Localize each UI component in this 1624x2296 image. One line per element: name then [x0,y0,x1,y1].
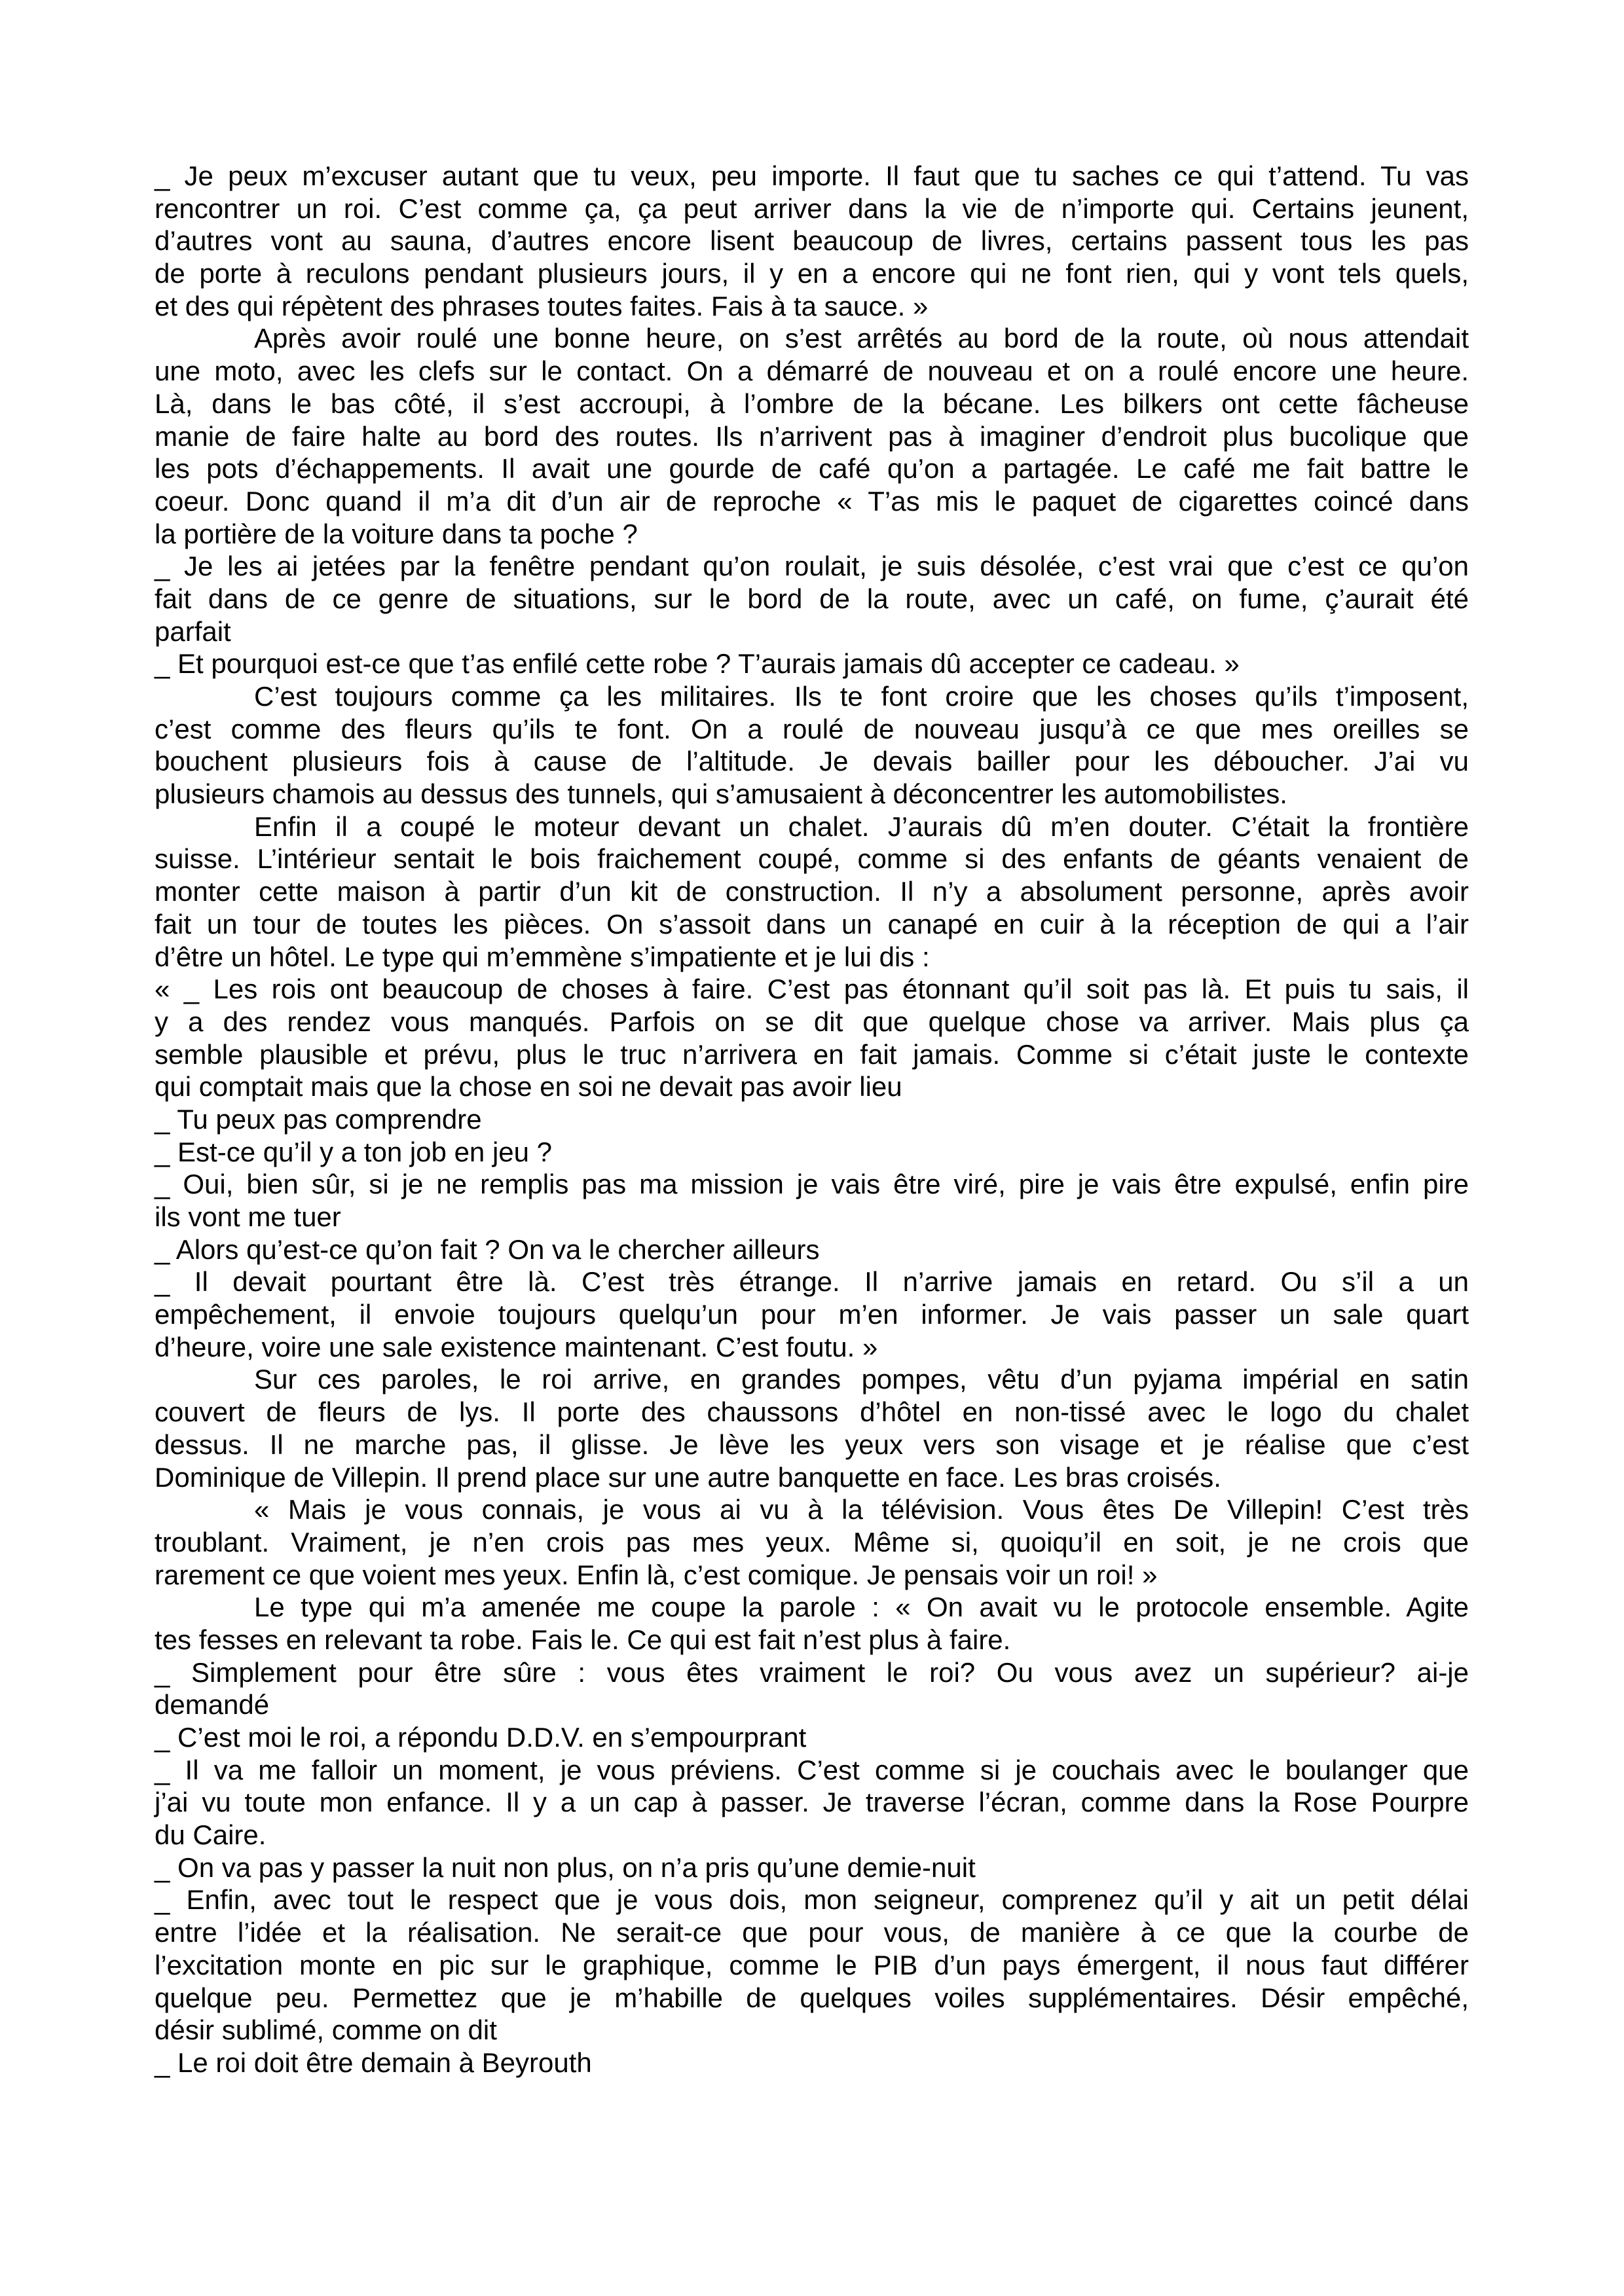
paragraph-first-line: Après avoir roulé une bonne heure, on s’est arrêtés au bord de la route, où nous attendait [254,323,1469,354]
text-line: _ On va pas y passer la nuit non plus, on n’a pris qu’une demie-nuit [155,1851,976,1883]
text-line: de porte à reculons pendant plusieurs jours, il y en a encore qui ne font rien, qui y vont tels quels, [155,258,1469,289]
text-line: couvert de fleurs de lys. Il porte des chaussons d’hôtel en non-tissé avec le logo du chalet [155,1396,1469,1428]
text-line: _ Enfin, avec tout le respect que je vous dois, mon seigneur, comprenez qu’il y ait un petit délai [155,1884,1469,1916]
text-line: Dominique de Villepin. Il prend place sur une autre banquette en face. Les bras croisés. [155,1461,1221,1493]
text-line: _ Tu peux pas comprendre [155,1103,482,1135]
text-line: du Caire. [155,1819,267,1851]
text-line: coeur. Donc quand il m’a dit d’un air de reproche « T’as mis le paquet de cigarettes coincé dans [155,485,1469,517]
text-line: _ Simplement pour être sûre : vous êtes vraiment le roi? Ou vous avez un supérieur? ai-je [155,1656,1469,1688]
document-page [155,160,1469,2079]
text-line: plusieurs chamois au dessus des tunnels, qui s’amusaient à déconcentrer les automobilistes. [155,778,1287,810]
text-line: _ Le roi doit être demain à Beyrouth [155,2047,592,2078]
text-line: _ Je peux m’excuser autant que tu veux, peu importe. Il faut que tu saches ce qui t’attend. Tu vas [155,160,1469,191]
text-line: rencontrer un roi. C’est comme ça, ça peut arriver dans la vie de n’importe qui. Certains jeunent, [155,192,1469,224]
text-line: entre l’idée et la réalisation. Ne serait-ce que pour vous, de manière à ce que la courbe de [155,1917,1469,1948]
text-line: j’ai vu toute mon enfance. Il y a un cap à passer. Je traverse l’écran, comme dans la Rose Pourpre [155,1787,1469,1818]
text-line: quelque peu. Permettez que je m’habille de quelques voiles supplémentaires. Désir empêché, [155,1982,1469,2013]
text-line: les pots d’échappements. Il avait une gourde de café qu’on a partagée. Le café me fait battre le [155,453,1469,484]
text-line: _ Oui, bien sûr, si je ne remplis pas ma mission je vais être viré, pire je vais être expulsé, enfin pire [155,1169,1469,1200]
text-line: Là, dans le bas côté, il s’est accroupi, à l’ombre de la bécane. Les bilkers ont cette fâcheuse [155,388,1469,419]
text-line: la portière de la voiture dans ta poche ? [155,518,638,549]
text-line: c’est comme des fleurs qu’ils te font. On a roulé de nouveau jusqu’à ce que mes oreilles se [155,713,1469,744]
text-line: _ Et pourquoi est-ce que t’as enfilé cette robe ? T’aurais jamais dû accepter ce cadeau. » [155,648,1240,680]
text-line: _ Alors qu’est-ce qu’on fait ? On va le chercher ailleurs [155,1233,820,1265]
text-line: « _ Les rois ont beaucoup de choses à faire. C’est pas étonnant qu’il soit pas là. Et puis tu sais, il [155,974,1469,1005]
text-line: suisse. L’intérieur sentait le bois fraichement coupé, comme si des enfants de géants venaient de [155,843,1469,875]
text-line: _ C’est moi le roi, a répondu D.D.V. en s’empourprant [155,1722,807,1753]
text-line: et des qui répètent des phrases toutes faites. Fais à ta sauce. » [155,290,929,321]
body-text [155,160,1469,2079]
text-line: _ Est-ce qu’il y a ton job en jeu ? [155,1136,553,1167]
text-line: parfait [155,615,231,647]
text-line: une moto, avec les clefs sur le contact. On a démarré de nouveau et on a roulé encore une heure. [155,355,1469,387]
paragraph-first-line: C’est toujours comme ça les militaires. Ils te font croire que les choses qu’ils t’imposent, [254,681,1469,712]
text-line: _ Je les ai jetées par la fenêtre pendant qu’on roulait, je suis désolée, c’est vrai que c’est ce qu’on [155,551,1469,582]
text-line: l’excitation monte en pic sur le graphique, comme le PIB d’un pays émergent, il nous faut différer [155,1949,1469,1980]
text-line: _ Il devait pourtant être là. C’est très étrange. Il n’arrive jamais en retard. Ou s’il a un [155,1266,1469,1298]
text-line: demandé [155,1689,270,1721]
text-line: ils vont me tuer [155,1201,341,1232]
paragraph-first-line: Enfin il a coupé le moteur devant un chalet. J’aurais dû m’en douter. C’était la frontière [254,811,1469,842]
paragraph-first-line: Le type qui m’a amenée me coupe la parole : « On avait vu le protocole ensemble. Agite [254,1592,1469,1623]
paragraph-first-line: « Mais je vous connais, je vous ai vu à la télévision. Vous êtes De Villepin! C’est très [254,1494,1469,1525]
text-line: dessus. Il ne marche pas, il glisse. Je lève les yeux vers son visage et je réalise que c’est [155,1429,1469,1460]
text-line: fait dans de ce genre de situations, sur le bord de la route, avec un café, on fume, ç’aurait été [155,583,1469,614]
text-line: qui comptait mais que la chose en soi ne devait pas avoir lieu [155,1071,902,1102]
text-line: monter cette maison à partir d’un kit de construction. Il n’y a absolument personne, après avoir [155,876,1469,907]
text-line: bouchent plusieurs fois à cause de l’altitude. Je devais bailler pour les déboucher. J’ai vu [155,746,1469,777]
text-line: désir sublimé, comme on dit [155,2014,497,2046]
text-line: manie de faire halte au bord des routes. Ils n’arrivent pas à imaginer d’endroit plus bucolique que [155,420,1469,452]
paragraph-first-line: Sur ces paroles, le roi arrive, en grandes pompes, vêtu d’un pyjama impérial en satin [254,1364,1469,1395]
text-line: d’autres vont au sauna, d’autres encore lisent beaucoup de livres, certains passent tous les pas [155,225,1469,257]
text-line: d’heure, voire une sale existence maintenant. C’est foutu. » [155,1331,878,1362]
text-line: tes fesses en relevant ta robe. Fais le. Ce qui est fait n’est plus à faire. [155,1624,1011,1655]
text-line: empêchement, il envoie toujours quelqu’un pour m’en informer. Je vais passer un sale quart [155,1299,1469,1330]
text-line: d’être un hôtel. Le type qui m’emmène s’impatiente et je lui dis : [155,941,930,972]
text-line: semble plausible et prévu, plus le truc n’arrivera en fait jamais. Comme si c’était juste le contexte [155,1038,1469,1070]
text-line: fait un tour de toutes les pièces. On s’assoit dans un canapé en cuir à la réception de qui a l’air [155,908,1469,939]
text-line: _ Il va me falloir un moment, je vous préviens. C’est comme si je couchais avec le boulanger que [155,1754,1469,1785]
text-line: troublant. Vraiment, je n’en crois pas mes yeux. Même si, quoiqu’il en soit, je ne crois que [155,1526,1469,1558]
text-line: rarement ce que voient mes yeux. Enfin là, c’est comique. Je pensais voir un roi! » [155,1559,1158,1590]
text-line: y a des rendez vous manqués. Parfois on se dit que quelque chose va arriver. Mais plus ça [155,1006,1469,1037]
